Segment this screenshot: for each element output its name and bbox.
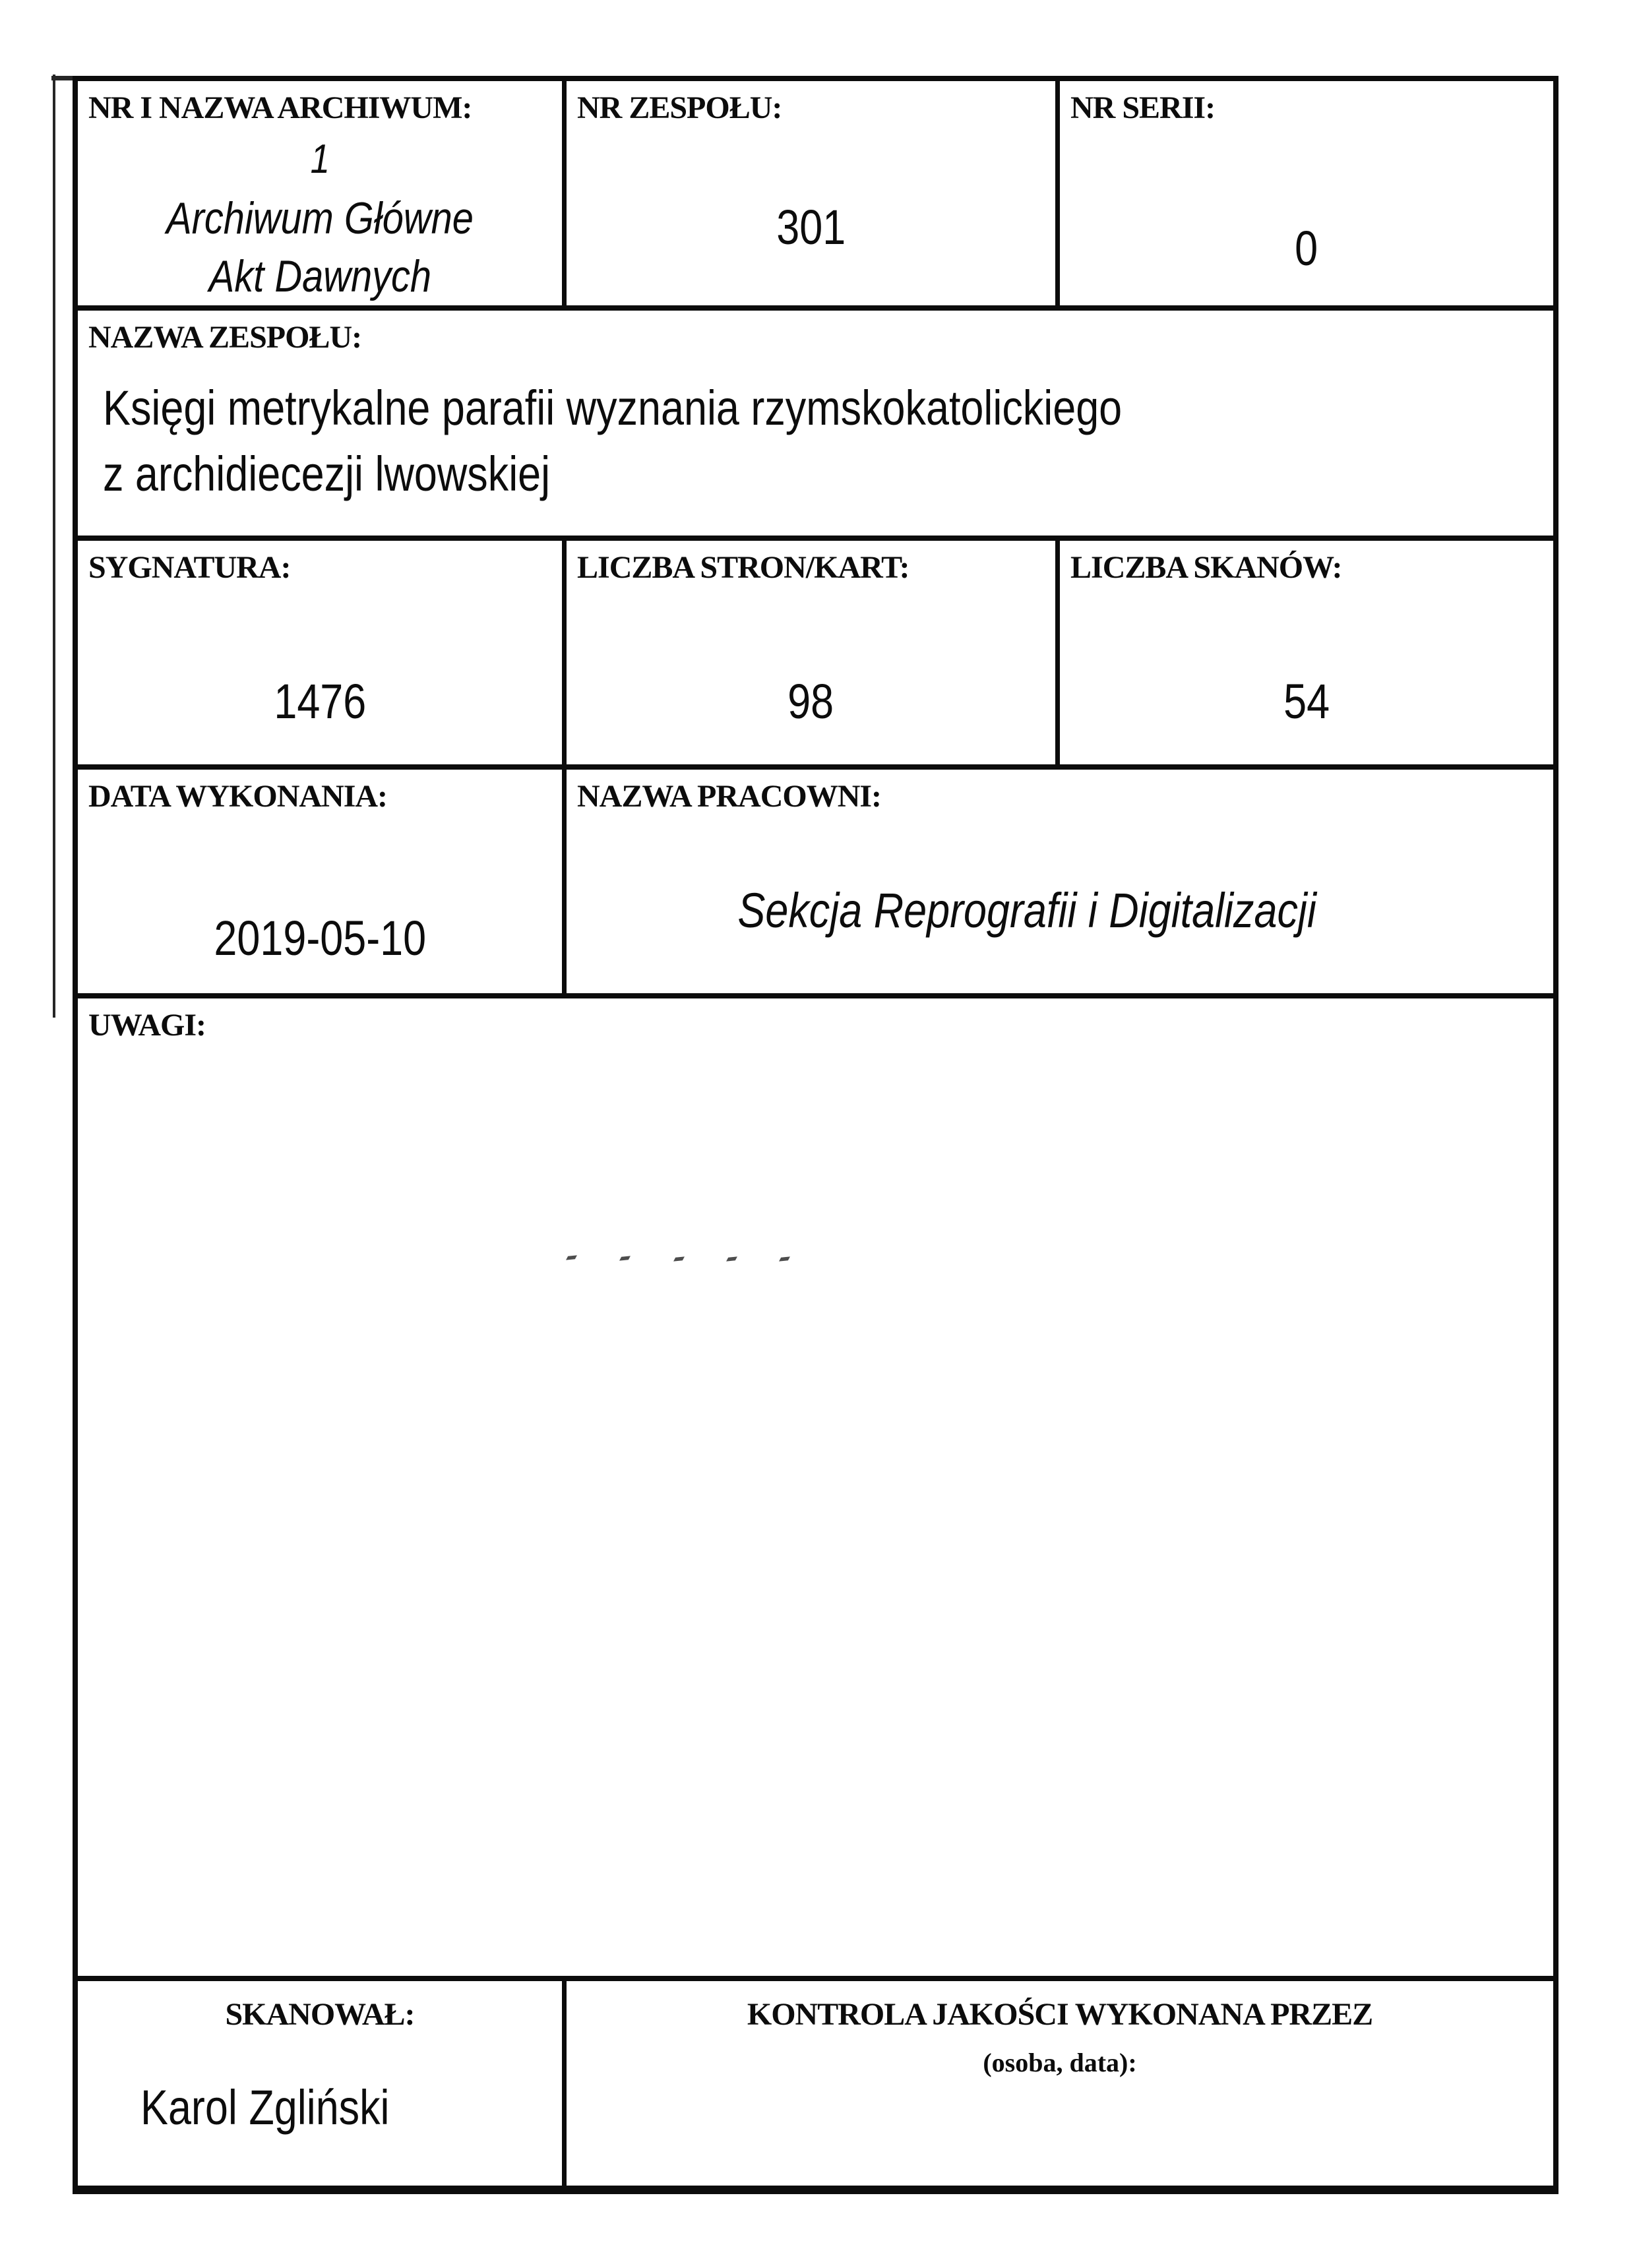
cell-remarks	[78, 998, 1553, 1976]
scan-artifact-dash	[726, 1256, 737, 1261]
cell-fonds-number	[567, 81, 1060, 305]
scans-count-label: LICZBA SKANÓW:	[1070, 550, 1342, 585]
signature-label: SYGNATURA:	[88, 550, 291, 585]
scan-artifact-dash	[673, 1256, 685, 1261]
cell-series-number	[1060, 81, 1553, 305]
row-archive-ids	[78, 81, 1553, 311]
scan-date-value: 2019-05-10	[214, 911, 426, 965]
cell-workshop	[567, 770, 1553, 993]
cell-scan-date	[78, 770, 567, 993]
archive-metadata-table	[73, 76, 1558, 2194]
cell-scanned-by	[78, 1981, 567, 2186]
cell-scans-count	[1060, 541, 1553, 764]
scan-date-label: DATA WYKONANIA:	[88, 779, 388, 814]
series-number-value: 0	[1295, 221, 1318, 276]
fonds-name-line1: Księgi metrykalne parafii wyznania rzymskokatolickiego	[103, 381, 1123, 435]
scans-count-value: 54	[1283, 674, 1330, 729]
cell-pages-count	[567, 541, 1060, 764]
cell-fonds-name	[78, 311, 1553, 536]
row-fonds-name	[78, 311, 1553, 541]
remarks-label: UWAGI:	[88, 1008, 206, 1043]
fonds-name-line2: z archidiecezji lwowskiej	[103, 446, 551, 501]
pages-count-label: LICZBA STRON/KART:	[577, 550, 910, 585]
scanned-by-value: Karol Zgliński	[140, 2080, 390, 2135]
cell-signature	[78, 541, 567, 764]
workshop-label: NAZWA PRACOWNI:	[577, 779, 882, 814]
pages-count-value: 98	[787, 674, 834, 729]
archive-number-value: 1	[310, 137, 330, 182]
scan-artifact-dash	[619, 1256, 631, 1260]
quality-control-label: KONTROLA JAKOŚCI WYKONANA PRZEZ	[747, 1997, 1373, 2032]
scan-artifact-dash	[779, 1256, 790, 1261]
row-date-workshop	[78, 770, 1553, 998]
row-signature-counts	[78, 541, 1553, 770]
scan-edge-artifact-stub	[51, 76, 74, 80]
fonds-name-label: NAZWA ZESPOŁU:	[88, 320, 362, 355]
fonds-number-value: 301	[776, 200, 846, 255]
row-signoff	[78, 1981, 1553, 2186]
series-number-label: NR SERII:	[1070, 90, 1216, 125]
cell-quality-control	[567, 1981, 1553, 2186]
row-remarks	[78, 998, 1553, 1981]
workshop-value: Sekcja Reprografii i Digitalizacji	[737, 883, 1316, 938]
archive-name-line1: Archiwum Główne	[166, 193, 474, 243]
signature-value: 1476	[274, 674, 366, 729]
scanned-by-label: SKANOWAŁ:	[225, 1997, 415, 2032]
scan-artifact-dash	[566, 1255, 577, 1260]
archive-name-line2: Akt Dawnych	[208, 251, 431, 301]
cell-archive-number-name	[78, 81, 567, 305]
quality-control-sublabel: (osoba, data):	[983, 2048, 1137, 2077]
fonds-number-label: NR ZESPOŁU:	[577, 90, 782, 125]
archive-label: NR I NAZWA ARCHIWUM:	[88, 90, 472, 125]
scan-edge-artifact	[53, 75, 55, 1018]
